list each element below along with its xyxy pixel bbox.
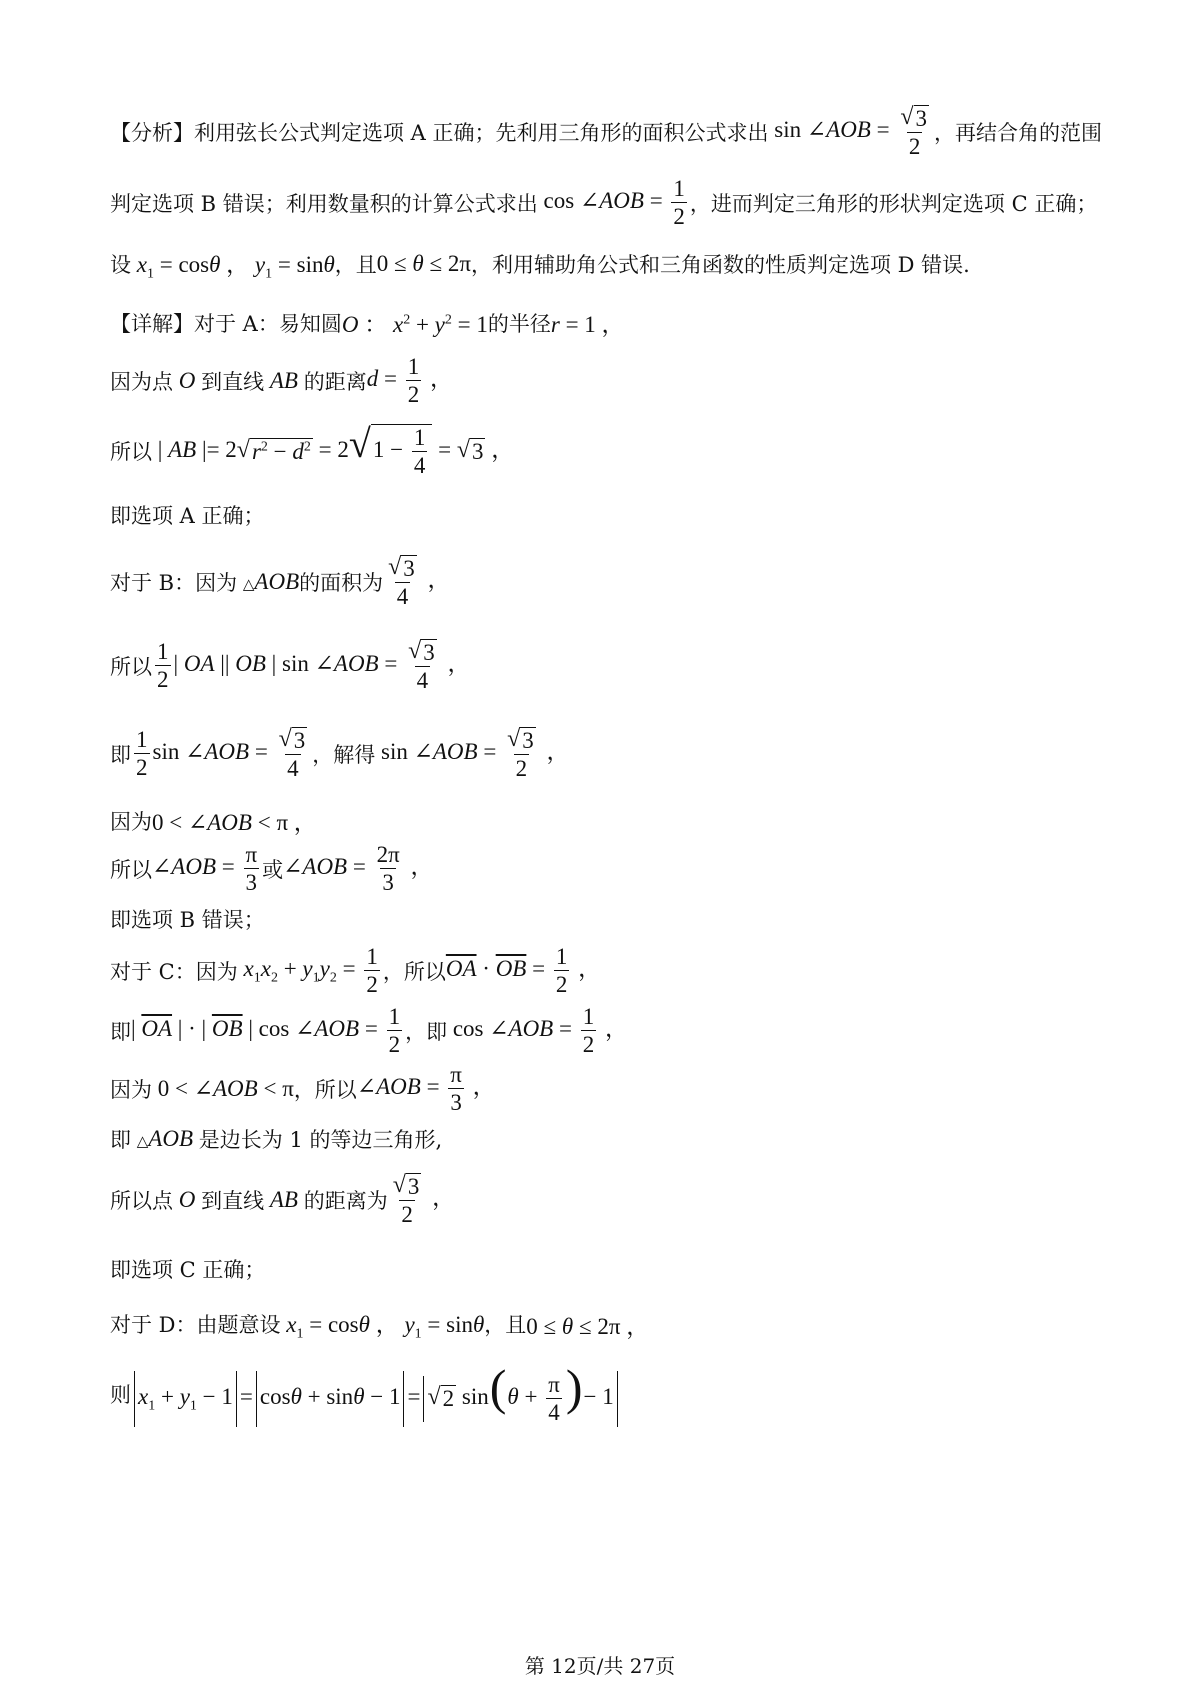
- detail-c-line-2: 即 | $\overline{OA}$ | · | $\overline{OB}$ | cos ∠AOB = $\frac{1}{2}$ ，即 cos ∠AOB = $\frac{1}{2}$ ，: [110, 1004, 628, 1058]
- analysis-line-2: 判定选项 B 错误；利用数量积的计算公式求出 cos ∠AOB = $\frac{1}{2}$ ，进而判定三角形的形状判定选项 C 正确；: [110, 176, 1098, 230]
- detail-a-line-2: 因为点 O 到直线 AB 的距离 d = $\frac{1}{2}$ ，: [110, 354, 453, 408]
- detail-b-line-5: 所以 ∠AOB = $\frac{\pi}{3}$ 或 ∠AOB = $\frac{2\pi}{3}$ ，: [110, 842, 434, 896]
- page-footer: 第 12页/共 27页: [524, 1654, 676, 1678]
- detail-c-line-1: 对于 C：因为 $x_1x_2 + y_1y_2$ = $\frac{1}{2}$ ，所以 $\overline{OA} \cdot \overline{OB}$ = $\frac{1}{2}$ ，: [110, 944, 602, 998]
- analysis-line-1: 【分析】 利用弦长公式判定选项 A 正确；先利用三角形的面积公式求出 sin ∠AOB = √ 3 2 ，再结合角的范围: [110, 104, 1103, 160]
- detail-b-conclusion: 即选项 B 错误；: [110, 908, 265, 932]
- formula-auxiliary-angle: $x_1 + y_1 - 1 = \cos\theta + \sin\theta - 1$ = √ 2 sin(θ + $\frac{\pi}{4}$ )− 1: [131, 1362, 621, 1427]
- detail-b-line-4: 因为 0 < ∠AOB < π ，: [110, 809, 317, 835]
- detail-c-line-3: 因为 0 < ∠AOB < π ，所以 ∠AOB = $\frac{\pi}{3}$ ，: [110, 1062, 496, 1116]
- formula-sin-aob: sin ∠AOB = √ 3 2: [768, 104, 928, 160]
- detail-c-conclusion: 即选项 C 正确；: [110, 1258, 266, 1282]
- detail-d-line-2: 则 $x_1 + y_1 - 1 = \cos\theta + \sin\theta - 1$ = √ 2 sin(θ + $\frac{\pi}{4}$ )− 1: [110, 1362, 621, 1427]
- detail-label: 【详解】: [110, 311, 194, 336]
- detail-b-line-3: 即 $\frac{1}{2}$ sin ∠AOB = √ 3 4 ，解得 sin ∠AOB = √ 3 2 ，: [110, 726, 570, 782]
- detail-a-line-1: 【详解】 对于 A：易知圆 O ： $x^2 + y^2 = 1$ 的半径 r = 1 ，: [110, 306, 625, 339]
- analysis-line-3: 设 $x_1 = \cos\theta$ ， $y_1 = \sin\theta$ ，且 0 ≤ θ ≤ 2π ，利用辅助角公式和三角函数的性质判定选项 D 错误.: [110, 251, 970, 282]
- detail-a-line-3: 所以 | AB |= 2 √ $r^2 - d^2$ = 2 √ 1 − $\frac{1}{4}$ = √ 3 ，: [110, 421, 515, 479]
- formula-chord-length: | AB |= 2 √ $r^2 - d^2$ = 2 √ 1 − $\frac{1}{4}$ = √ 3 ，: [152, 421, 515, 479]
- detail-c-line-5: 所以点 O 到直线 AB 的距离为 √ 3 2 ，: [110, 1172, 456, 1228]
- analysis-label: 【分析】: [110, 120, 194, 145]
- detail-b-line-2: 所以 $\frac{1}{2}$ | OA || OB | sin ∠AOB = √ 3 4 ，: [110, 638, 471, 694]
- detail-d-line-1: 对于 D：由题意设 $x_1 = \cos\theta$ ， $y_1 = \sin\theta$ ，且 0 ≤ θ ≤ 2π ，: [110, 1312, 650, 1342]
- detail-c-line-4: 即 △AOB 是边长为 1 的等边三角形,: [110, 1126, 443, 1152]
- formula-cos-aob: cos ∠AOB = $\frac{1}{2}$: [537, 176, 685, 230]
- detail-a-conclusion: 即选项 A 正确；: [110, 504, 265, 528]
- detail-b-line-1: 对于 B：因为 △AOB 的面积为 √ 3 4 ，: [110, 554, 451, 610]
